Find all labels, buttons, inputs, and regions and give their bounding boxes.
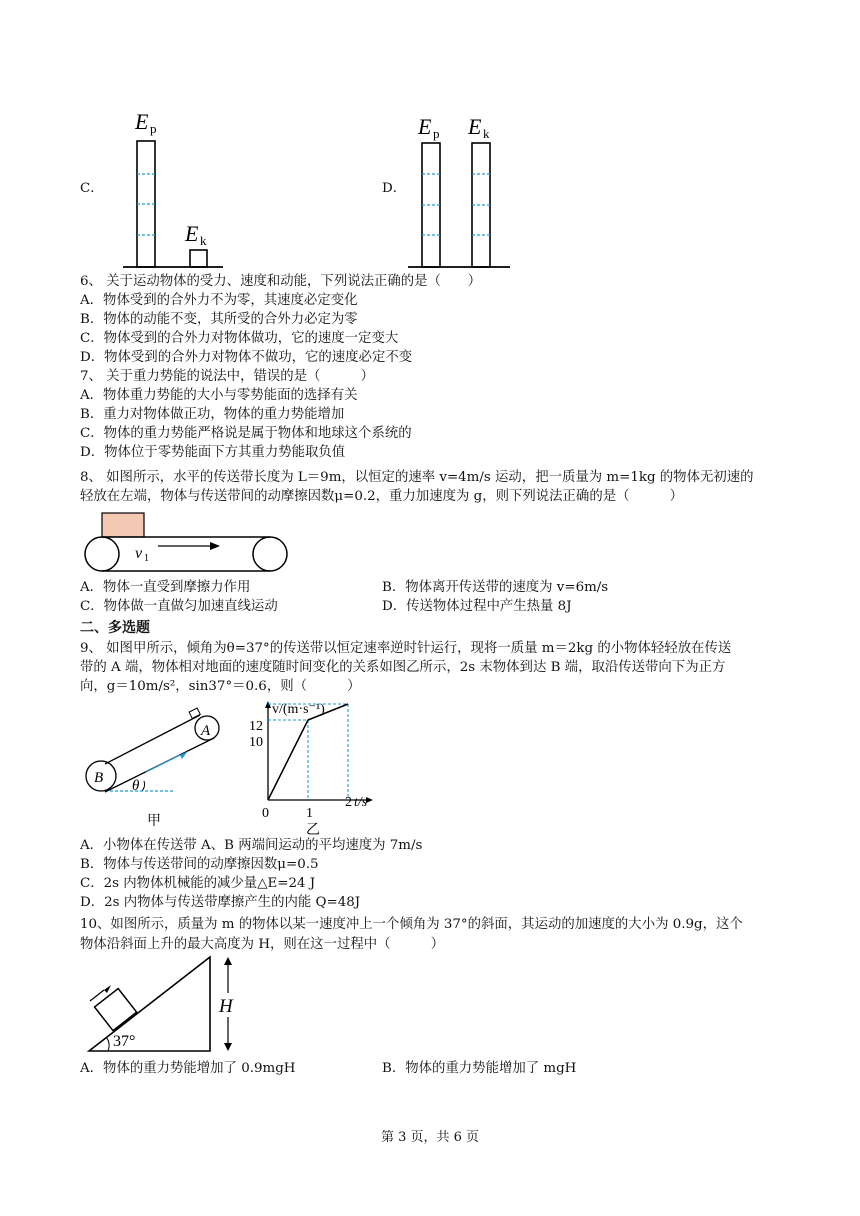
q10-option-a: A．物体的重力势能增加了 0.9mgH [80, 1061, 296, 1076]
q10-option-b: B．物体的重力势能增加了 mgH [382, 1061, 577, 1076]
q8-option-d: D．传送物体过程中产生热量 8J [382, 599, 572, 614]
label-b: B [94, 770, 104, 786]
q7-option-d: D．物体位于零势能面下方其重力势能取负值 [80, 445, 346, 460]
q5-option-c-figure [115, 105, 225, 270]
q7-stem: 7、 关于重力势能的说法中，错误的是（ ） [80, 369, 374, 384]
q5-option-c-label: C． [80, 181, 104, 196]
q5-option-d-figure [405, 110, 515, 270]
q10-stem-line2: 物体沿斜面上升的最大高度为 H，则在这一过程中（ ） [80, 937, 445, 952]
q9-stem-line2: 带的 A 端，物体相对地面的速度随时间变化的关系如图乙所示，2s 末物体到达 B 端，取沿传送带向下为正方 [80, 660, 726, 675]
angle-label: 37° [113, 1033, 136, 1050]
label-a: A [201, 723, 211, 739]
q5-option-d-label: D． [382, 181, 407, 196]
label-theta: θ [132, 778, 140, 794]
q9-option-a: A．小物体在传送带 A、B 两端间运动的平均速度为 7m/s [80, 838, 423, 853]
ek-label-d: E [468, 114, 482, 139]
q8-stem-line2: 轻放在左端，物体与传送带间的动摩擦因数μ=0.2，重力加速度为 g，则下列说法正确的是（ ） [80, 489, 684, 504]
q9-stem-line3: 向，g＝10m/s²，sin37°＝0.6，则（ ） [80, 679, 361, 694]
label-yi: 乙 [306, 823, 320, 838]
ek-sub-d: k [483, 126, 490, 141]
ep-sub: p [150, 121, 157, 136]
ek-bar [190, 250, 207, 267]
x-tick-1: 1 [306, 806, 313, 821]
q10-incline-figure [82, 955, 252, 1055]
height-label: H [219, 996, 233, 1017]
q9-option-c: C．2s 内物体机械能的减少量△E=24 J [80, 876, 316, 891]
ep-sub-d: p [433, 126, 440, 141]
x-axis-label: t/s [354, 795, 368, 810]
q7-option-b: B．重力对物体做正功，物体的重力势能增加 [80, 407, 345, 422]
q8-option-c: C．物体做一直做匀加速直线运动 [80, 599, 278, 614]
q6-option-d: D．物体受到的合外力对物体不做功，它的速度必定不变 [80, 350, 413, 365]
q9-option-b: B．物体与传送带间的动摩擦因数μ=0.5 [80, 857, 319, 872]
x-tick-0: 0 [262, 806, 269, 821]
ep-label-d: E [418, 114, 432, 139]
label-jia: 甲 [147, 814, 161, 829]
q6-option-b: B．物体的动能不变，其所受的合外力必定为零 [80, 312, 358, 327]
x-tick-2: 2 [345, 795, 352, 810]
q8-stem-line1: 8、 如图所示，水平的传送带长度为 L＝9m，以恒定的速率 v=4m/s 运动，把一质量为 m=1kg 的物体无初速的 [80, 470, 754, 485]
q7-option-a: A．物体重力势能的大小与零势能面的选择有关 [80, 388, 358, 403]
q10-stem-line1: 10、如图所示，质量为 m 的物体以某一速度冲上一个倾角为 37°的斜面，其运动的加速度的大小为 0.9g，这个 [80, 917, 743, 932]
q6-option-c: C．物体受到的合外力对物体做功，它的速度一定变大 [80, 331, 399, 346]
q8-option-b: B．物体离开传送带的速度为 v=6m/s [382, 580, 609, 595]
q9-option-d: D．2s 内物体与传送带摩擦产生的内能 Q=48J [80, 895, 361, 910]
svg-text:1: 1 [144, 553, 149, 564]
v1-label: v [135, 545, 143, 562]
q8-conveyor-figure [82, 510, 292, 576]
ek-label: E [185, 221, 199, 246]
q7-option-c: C．物体的重力势能严格说是属于物体和地球这个系统的 [80, 426, 412, 441]
q8-option-a: A．物体一直受到摩擦力作用 [80, 580, 251, 595]
q6-stem: 6、 关于运动物体的受力、速度和动能，下列说法正确的是（ ） [80, 274, 482, 289]
y-tick-10: 10 [249, 735, 263, 750]
q6-option-a: A．物体受到的合外力不为零，其速度必定变化 [80, 293, 358, 308]
y-tick-12: 12 [249, 719, 263, 734]
q9-figure-yi-vt-graph [240, 700, 390, 838]
q9-stem-line1: 9、 如图甲所示，倾角为θ=37°的传送带以恒定速率逆时针运行，现将一质量 m＝2kg 的小物体轻轻放在传送 [80, 641, 732, 656]
q9-figure-jia [82, 708, 232, 830]
ek-sub: k [200, 233, 207, 248]
page-footer: 第 3 页，共 6 页 [380, 1130, 480, 1145]
section-title-multiple-choice: 二、多选题 [80, 620, 150, 636]
ep-label: E [135, 109, 149, 134]
block [102, 513, 144, 537]
y-axis-label: v/(m·s⁻¹) [272, 702, 325, 717]
